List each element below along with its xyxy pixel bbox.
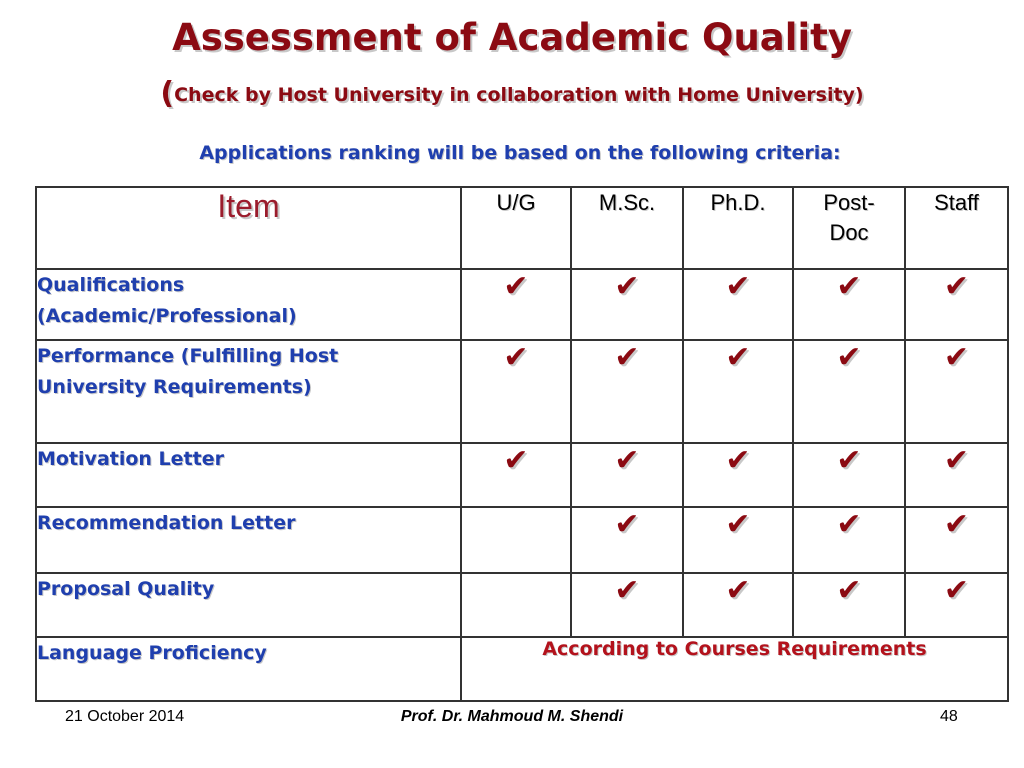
checkmark-icon: ✔ (503, 443, 529, 478)
slide-subtitle (0, 76, 1024, 111)
check-cell (905, 573, 1008, 637)
row-label-recommendation-letter: Recommendation Letter (36, 507, 461, 573)
checkmark-icon: ✔ (943, 340, 970, 375)
check-cell (571, 340, 683, 443)
checkmark-icon: ✔ (943, 507, 970, 542)
table-row (36, 340, 1008, 443)
checkmark-icon: ✔ (836, 507, 862, 542)
checkmark-icon: ✔ (503, 269, 529, 304)
check-cell (461, 507, 571, 573)
check-cell (683, 269, 793, 340)
table-header-row (36, 187, 1008, 269)
check-cell (793, 573, 905, 637)
column-header-ug: U/G (461, 187, 571, 269)
checkmark-icon: ✔ (836, 269, 862, 304)
check-cell (905, 443, 1008, 507)
check-cell (683, 340, 793, 443)
check-cell (905, 340, 1008, 443)
checkmark-icon: ✔ (725, 443, 751, 478)
checkmark-icon: ✔ (725, 507, 751, 542)
checkmark-icon: ✔ (725, 340, 751, 375)
row-label-qualifications (36, 269, 461, 340)
table-row (36, 269, 1008, 340)
row-label-proposal-quality: Proposal Quality (36, 573, 461, 637)
column-header-staff: Staff (905, 187, 1008, 269)
column-header-msc: M.Sc. (571, 187, 683, 269)
checkmark-icon: ✔ (725, 573, 751, 608)
postdoc-label: Post-Doc (823, 190, 875, 245)
check-cell (905, 507, 1008, 573)
checkmark-icon: ✔ (943, 443, 970, 478)
slide-number: 48 (940, 708, 958, 725)
column-header-phd: Ph.D. (683, 187, 793, 269)
criteria-heading: Applications ranking will be based on the following criteria: (199, 142, 841, 164)
qualifications-label: Qualifications (Academic/Professional) (37, 274, 297, 327)
check-cell (793, 443, 905, 507)
check-cell (793, 269, 905, 340)
language-requirement-note: According to Courses Requirements (461, 637, 1008, 701)
check-cell (683, 573, 793, 637)
checkmark-icon: ✔ (836, 443, 862, 478)
table-row (36, 443, 1008, 507)
row-label-performance (36, 340, 461, 443)
table-row (36, 573, 1008, 637)
row-label-language-proficiency: Language Proficiency (36, 637, 461, 701)
check-cell (461, 269, 571, 340)
checkmark-icon: ✔ (943, 573, 970, 608)
checkmark-icon: ✔ (943, 269, 970, 304)
checkmark-icon: ✔ (614, 573, 640, 608)
check-cell (461, 340, 571, 443)
check-cell (461, 573, 571, 637)
criteria-table (35, 186, 1009, 702)
check-cell (571, 573, 683, 637)
item-column-header: Item (36, 187, 461, 269)
checkmark-icon: ✔ (614, 269, 640, 304)
check-cell (793, 340, 905, 443)
checkmark-icon: ✔ (614, 443, 640, 478)
checkmark-icon: ✔ (836, 340, 862, 375)
slide-title: Assessment of Academic Quality (172, 16, 852, 59)
checkmark-icon: ✔ (614, 340, 640, 375)
check-cell (683, 507, 793, 573)
table-row (36, 507, 1008, 573)
checkmark-icon: ✔ (614, 507, 640, 542)
row-label-motivation-letter: Motivation Letter (36, 443, 461, 507)
checkmark-icon: ✔ (836, 573, 862, 608)
subtitle-open-paren: ( (160, 76, 175, 111)
checkmark-icon: ✔ (503, 340, 529, 375)
footer-author: Prof. Dr. Mahmoud M. Shendi (400, 708, 624, 725)
check-cell (571, 443, 683, 507)
table-row (36, 637, 1008, 701)
check-cell (461, 443, 571, 507)
check-cell (905, 269, 1008, 340)
check-cell (571, 269, 683, 340)
footer-date: 21 October 2014 (65, 708, 185, 725)
check-cell (793, 507, 905, 573)
subtitle-text: Check by Host University in collaboration with Home University) (174, 84, 864, 106)
checkmark-icon: ✔ (725, 269, 751, 304)
performance-label: Performance (Fulfilling Host University Requirements) (37, 345, 339, 398)
check-cell (683, 443, 793, 507)
column-header-postdoc (793, 187, 905, 269)
check-cell (571, 507, 683, 573)
